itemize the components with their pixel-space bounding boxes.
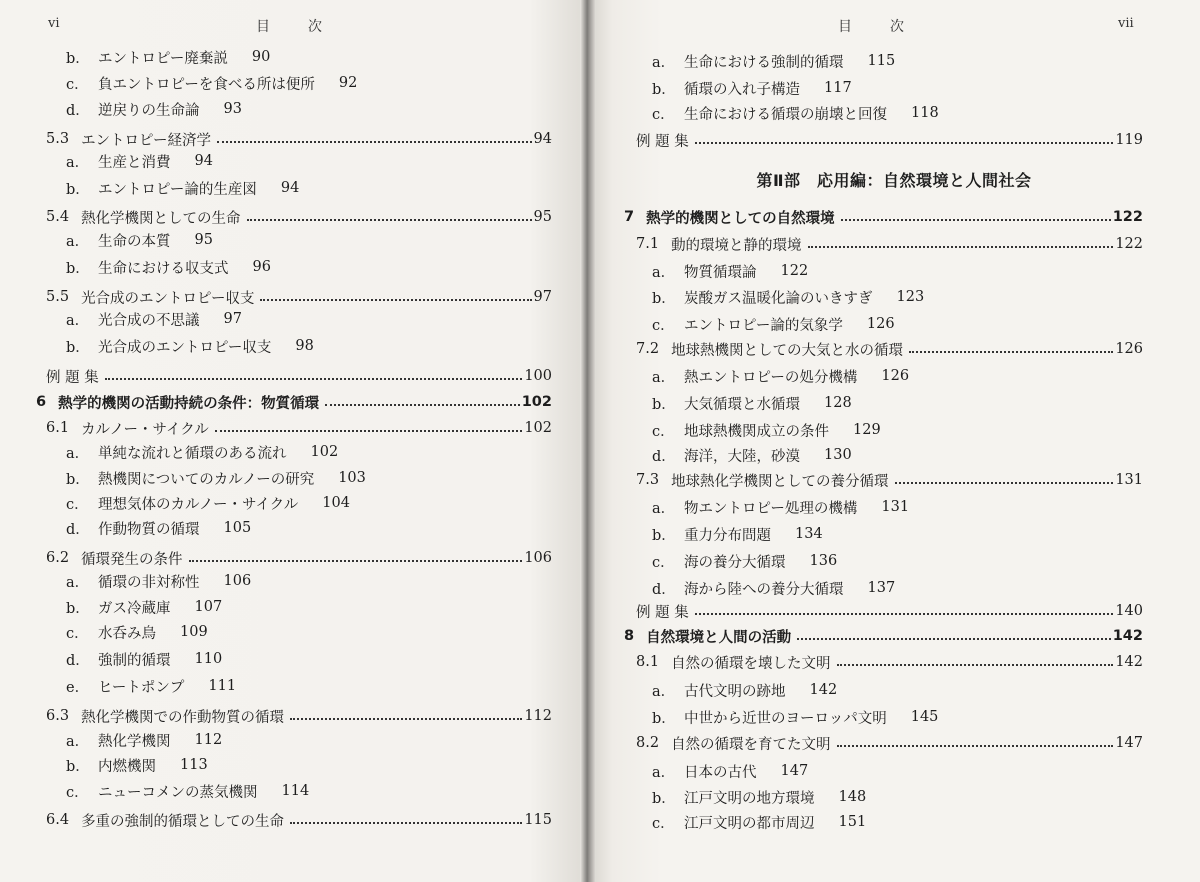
toc-item-title: 強制的循環 (98, 652, 171, 669)
toc-item-page: 102 (310, 444, 339, 460)
toc-sub-row (652, 260, 808, 282)
toc-item-page: 151 (838, 814, 867, 830)
toc-item-title: 海洋，大陸，砂漠 (684, 448, 800, 465)
toc-item-page: 136 (809, 553, 838, 569)
toc-item-title: 江戸文明の地方環境 (684, 790, 815, 807)
toc-item-mark: b． (66, 600, 90, 617)
toc-item-page: 142 (809, 682, 838, 698)
toc-item-title: 自然の循環を育てた文明 (671, 736, 831, 753)
toc-item-title: 大気循環と水循環 (684, 396, 800, 413)
toc-item-mark: c． (652, 554, 675, 571)
toc-sub-row (66, 467, 366, 489)
right-running-head: 目次 (838, 19, 942, 35)
toc-item-page: 145 (910, 709, 939, 725)
toc-sub-row (66, 648, 222, 670)
toc-item-page: 122 (780, 263, 809, 279)
toc-sub-row (66, 177, 299, 199)
dot-leader (247, 219, 532, 221)
toc-sub-row (652, 577, 895, 599)
toc-item-title: 熱化学機関 (98, 733, 171, 750)
toc-sub-row (652, 523, 823, 545)
toc-sub-row (66, 621, 208, 643)
toc-item-title: 自然環境と人間の活動 (646, 629, 792, 646)
toc-item-title: 例 題 集 (46, 369, 99, 386)
toc-item-mark: b． (66, 339, 90, 356)
left-page (0, 0, 588, 882)
toc-sub-row (66, 570, 251, 592)
toc-item-mark: b． (66, 181, 90, 198)
toc-item-mark: b． (66, 758, 90, 775)
toc-sec-row (46, 417, 552, 439)
toc-sec-row (636, 338, 1143, 360)
toc-item-title: 作動物質の循環 (98, 521, 200, 538)
toc-sub-row (66, 780, 309, 802)
toc-item-number: 5.4 (46, 209, 70, 225)
toc-item-mark: c． (652, 423, 675, 440)
toc-item-title: 逆戻りの生命論 (98, 102, 200, 119)
toc-ex-row (46, 365, 552, 387)
toc-item-mark: b． (66, 50, 90, 67)
toc-item-mark: c． (66, 625, 89, 642)
toc-item-mark: b． (652, 290, 676, 307)
toc-item-title: 熱学的機関の活動持続の条件：物質循環 (58, 395, 320, 412)
toc-item-mark: a． (652, 683, 676, 700)
toc-item-title: 地球熱機関としての大気と水の循環 (671, 342, 904, 359)
toc-item-title: 光合成のエントロピー収支 (98, 339, 272, 356)
toc-item-title: 熱エントロピーの処分機構 (684, 369, 858, 386)
toc-item-page: 110 (194, 651, 223, 667)
toc-sub-row (652, 811, 866, 833)
right-page (588, 0, 1200, 882)
toc-item-page: 94 (194, 153, 213, 169)
toc-sub-row (66, 256, 271, 278)
toc-item-page: 148 (838, 789, 867, 805)
toc-item-mark: c． (66, 496, 89, 513)
toc-item-title: 例 題 集 (636, 604, 689, 621)
toc-item-page: 123 (896, 289, 925, 305)
toc-item-page: 126 (866, 316, 895, 332)
toc-item-title: 海の養分大循環 (684, 554, 786, 571)
toc-item-mark: b． (66, 260, 90, 277)
toc-item-title: 循環発生の条件 (81, 551, 183, 568)
toc-sub-row (66, 675, 236, 697)
dot-leader (189, 560, 523, 562)
toc-item-page: 130 (824, 447, 852, 463)
toc-ex-row (636, 600, 1143, 622)
toc-item-mark: d． (66, 652, 90, 669)
toc-item-page: 97 (533, 289, 552, 305)
toc-sec-row (636, 732, 1143, 754)
toc-item-page: 131 (1115, 472, 1143, 488)
toc-item-title: 循環の非対称性 (98, 574, 200, 591)
toc-item-page: 115 (867, 53, 896, 69)
toc-sub-row (66, 46, 270, 68)
toc-item-mark: a． (652, 369, 676, 386)
toc-sub-row (66, 98, 242, 120)
toc-item-title: 熱学的機関としての自然環境 (646, 210, 835, 227)
toc-item-title: 古代文明の跡地 (684, 683, 786, 700)
toc-item-title: 生命における強制的循環 (684, 54, 844, 71)
toc-item-number: 7 (624, 209, 635, 225)
toc-item-mark: a． (652, 764, 676, 781)
dot-leader (808, 246, 1114, 248)
toc-item-mark: d． (652, 581, 676, 598)
toc-item-title: 重力分布問題 (684, 527, 771, 544)
toc-item-page: 96 (252, 259, 271, 275)
toc-item-page: 93 (223, 101, 242, 117)
toc-item-mark: d． (66, 521, 90, 538)
toc-item-title: 内燃機関 (98, 758, 156, 775)
toc-chap-row (36, 391, 552, 413)
toc-sub-row (652, 102, 939, 124)
toc-item-page: 126 (881, 368, 910, 384)
toc-item-title: 光合成のエントロピー収支 (81, 290, 255, 307)
toc-item-mark: a． (66, 733, 90, 750)
toc-item-page: 129 (853, 422, 881, 438)
toc-sec-row (636, 233, 1143, 255)
toc-item-page: 126 (1115, 341, 1143, 357)
toc-item-page: 118 (911, 105, 939, 121)
toc-item-title: 水呑み鳥 (98, 625, 156, 642)
toc-item-mark: c． (652, 815, 675, 832)
toc-item-mark: a． (66, 445, 90, 462)
toc-sec-row (46, 128, 552, 150)
toc-item-title: 理想気体のカルノー・サイクル (98, 496, 299, 513)
toc-sub-row (66, 229, 213, 251)
toc-item-page: 113 (180, 757, 208, 773)
toc-item-page: 147 (1115, 735, 1143, 751)
toc-item-page: 106 (223, 573, 252, 589)
toc-item-number: 7.2 (636, 341, 660, 357)
toc-item-page: 114 (281, 783, 310, 799)
toc-item-number: 8.1 (636, 654, 660, 670)
toc-sub-row (66, 335, 314, 357)
toc-sub-row (652, 419, 881, 441)
toc-sub-row (652, 550, 837, 572)
toc-chap-row (624, 625, 1143, 647)
toc-item-title: ニューコメンの蒸気機関 (98, 784, 258, 801)
toc-item-title: 地球熱化学機関としての養分循環 (671, 473, 889, 490)
toc-item-page: 147 (780, 763, 809, 779)
dot-leader (695, 613, 1114, 615)
dot-leader (797, 638, 1111, 640)
toc-item-page: 109 (180, 624, 208, 640)
toc-item-mark: c． (66, 76, 89, 93)
toc-item-number: 8.2 (636, 735, 660, 751)
toc-item-page: 142 (1115, 654, 1143, 670)
toc-item-title: エントロピー経済学 (81, 132, 211, 149)
toc-item-page: 128 (824, 395, 852, 411)
toc-item-title: エントロピー廃棄説 (98, 50, 228, 67)
left-running-head: 目次 (256, 19, 360, 35)
toc-chap-row (624, 206, 1143, 228)
dot-leader (215, 430, 523, 432)
toc-item-title: 江戸文明の都市周辺 (684, 815, 815, 832)
toc-item-page: 100 (524, 368, 552, 384)
toc-item-page: 140 (1115, 603, 1143, 619)
toc-sub-row (652, 365, 909, 387)
toc-sub-row (652, 496, 909, 518)
toc-item-title: 海から陸への養分大循環 (684, 581, 844, 598)
toc-item-page: 112 (194, 732, 223, 748)
toc-item-mark: b． (652, 790, 676, 807)
toc-item-page: 104 (322, 495, 350, 511)
toc-sub-row (66, 492, 350, 514)
toc-item-title: 例 題 集 (636, 133, 689, 150)
toc-item-number: 6.3 (46, 708, 70, 724)
toc-item-title: 動的環境と静的環境 (671, 237, 802, 254)
toc-item-number: 6 (36, 394, 47, 410)
toc-item-title: 炭酸ガス温暖化論のいきすぎ (684, 290, 873, 307)
toc-item-title: 負エントロピーを食べる所は便所 (98, 76, 315, 93)
toc-item-title: エントロピー論的気象学 (684, 317, 843, 334)
toc-item-mark: a． (652, 54, 676, 71)
toc-item-page: 111 (208, 678, 237, 694)
toc-item-page: 117 (824, 80, 852, 96)
toc-item-title: 生命における収支式 (98, 260, 229, 277)
toc-item-mark: a． (652, 500, 676, 517)
toc-item-title: 熱化学機関での作動物質の循環 (81, 709, 285, 726)
toc-item-page: 115 (524, 812, 552, 828)
toc-item-page: 105 (223, 520, 252, 536)
toc-item-title: 多重の強制的循環としての生命 (81, 813, 285, 830)
toc-item-mark: b． (652, 396, 676, 413)
dot-leader (695, 142, 1114, 144)
toc-item-mark: d． (66, 102, 90, 119)
toc-sub-row (66, 517, 251, 539)
toc-item-mark: c． (66, 784, 89, 801)
dot-leader (325, 404, 520, 406)
toc-item-page: 102 (521, 394, 552, 410)
toc-item-mark: b． (652, 81, 676, 98)
toc-item-title: 循環の入れ子構造 (684, 81, 800, 98)
toc-sub-row (652, 760, 808, 782)
toc-sub-row (66, 754, 208, 776)
toc-item-mark: a． (652, 264, 676, 281)
toc-item-title: 生命における循環の崩壊と回復 (684, 106, 887, 123)
toc-sub-row (652, 77, 852, 99)
toc-item-title: 単純な流れと循環のある流れ (98, 445, 287, 462)
toc-item-title: 光合成の不思議 (98, 312, 200, 329)
dot-leader (837, 745, 1114, 747)
toc-sec-row (46, 286, 552, 308)
toc-item-number: 6.4 (46, 812, 70, 828)
toc-item-mark: b． (652, 710, 676, 727)
toc-item-page: 103 (338, 470, 366, 486)
toc-item-title: 物エントロピー処理の機構 (684, 500, 858, 517)
toc-item-title: 地球熱機関成立の条件 (684, 423, 829, 440)
dot-leader (909, 351, 1113, 353)
toc-item-page: 137 (867, 580, 896, 596)
toc-item-mark: a． (66, 154, 90, 171)
dot-leader (105, 378, 523, 380)
toc-sub-row (652, 392, 852, 414)
toc-item-page: 131 (881, 499, 910, 515)
part-heading: 第Ⅱ部 応用編：自然環境と人間社会 (756, 171, 1032, 190)
toc-item-number: 8 (624, 628, 635, 644)
toc-sub-row (652, 679, 837, 701)
dot-leader (841, 219, 1111, 221)
toc-item-number: 6.2 (46, 550, 70, 566)
toc-sec-row (636, 651, 1143, 673)
toc-item-title: 熱化学機関としての生命 (81, 210, 241, 227)
dot-leader (895, 482, 1114, 484)
toc-sec-row (46, 206, 552, 228)
toc-item-page: 122 (1112, 209, 1143, 225)
toc-sub-row (66, 441, 338, 463)
toc-item-page: 119 (1115, 132, 1143, 148)
toc-item-number: 7.3 (636, 472, 660, 488)
toc-item-page: 94 (533, 131, 552, 147)
toc-item-title: 生命の本質 (98, 233, 171, 250)
toc-sub-row (66, 150, 213, 172)
toc-item-page: 112 (524, 708, 552, 724)
toc-item-mark: c． (652, 317, 675, 334)
toc-item-number: 6.1 (46, 420, 70, 436)
toc-sub-row (652, 444, 852, 466)
dot-leader (290, 822, 522, 824)
toc-item-page: 122 (1115, 236, 1143, 252)
dot-leader (837, 664, 1114, 666)
toc-item-mark: d． (652, 448, 676, 465)
toc-sub-row (652, 706, 938, 728)
toc-item-page: 90 (251, 49, 271, 65)
toc-sec-row (636, 469, 1143, 491)
toc-item-page: 95 (533, 209, 552, 225)
toc-item-mark: b． (652, 527, 676, 544)
toc-item-mark: e． (66, 679, 90, 696)
toc-item-title: 物質循環論 (684, 264, 757, 281)
toc-item-page: 134 (795, 526, 823, 542)
toc-item-number: 7.1 (636, 236, 660, 252)
toc-item-title: エントロピー論的生産図 (98, 181, 257, 198)
toc-item-mark: a． (66, 574, 90, 591)
toc-sub-row (66, 308, 242, 330)
toc-sub-row (66, 596, 222, 618)
toc-sec-row (46, 547, 552, 569)
toc-item-title: 日本の古代 (684, 764, 757, 781)
toc-item-title: 熱機関についてのカルノーの研究 (98, 471, 315, 488)
dot-leader (290, 718, 522, 720)
toc-item-page: 97 (223, 311, 242, 327)
toc-item-number: 5.3 (46, 131, 70, 147)
toc-item-page: 94 (280, 180, 300, 196)
toc-item-page: 92 (338, 75, 358, 91)
toc-item-title: カルノー・サイクル (81, 421, 209, 438)
toc-item-number: 5.5 (46, 289, 70, 305)
toc-sub-row (652, 50, 895, 72)
toc-item-page: 98 (295, 338, 314, 354)
toc-sec-row (46, 705, 552, 727)
toc-sub-row (66, 72, 357, 94)
left-page-number: vi (48, 16, 60, 31)
toc-item-page: 142 (1112, 628, 1143, 644)
toc-sec-row (46, 809, 552, 831)
toc-item-title: 中世から近世のヨーロッパ文明 (684, 710, 887, 727)
toc-item-page: 107 (194, 599, 223, 615)
toc-item-title: 生産と消費 (98, 154, 171, 171)
toc-item-page: 106 (524, 550, 552, 566)
book-gutter (580, 0, 596, 882)
dot-leader (260, 299, 531, 301)
toc-sub-row (652, 786, 866, 808)
toc-item-title: 自然の循環を壊した文明 (671, 655, 831, 672)
toc-item-page: 95 (194, 232, 213, 248)
dot-leader (217, 141, 532, 143)
toc-sub-row (652, 286, 924, 308)
toc-item-mark: a． (66, 233, 90, 250)
toc-item-title: ヒートポンプ (98, 679, 185, 696)
toc-item-mark: c． (652, 106, 675, 123)
toc-item-mark: b． (66, 471, 90, 488)
toc-item-title: ガス冷蔵庫 (98, 600, 171, 617)
toc-ex-row (636, 129, 1143, 151)
toc-item-mark: a． (66, 312, 90, 329)
toc-sub-row (652, 313, 895, 335)
toc-item-page: 102 (524, 420, 552, 436)
right-page-number: vii (1118, 16, 1134, 31)
toc-sub-row (66, 729, 222, 751)
